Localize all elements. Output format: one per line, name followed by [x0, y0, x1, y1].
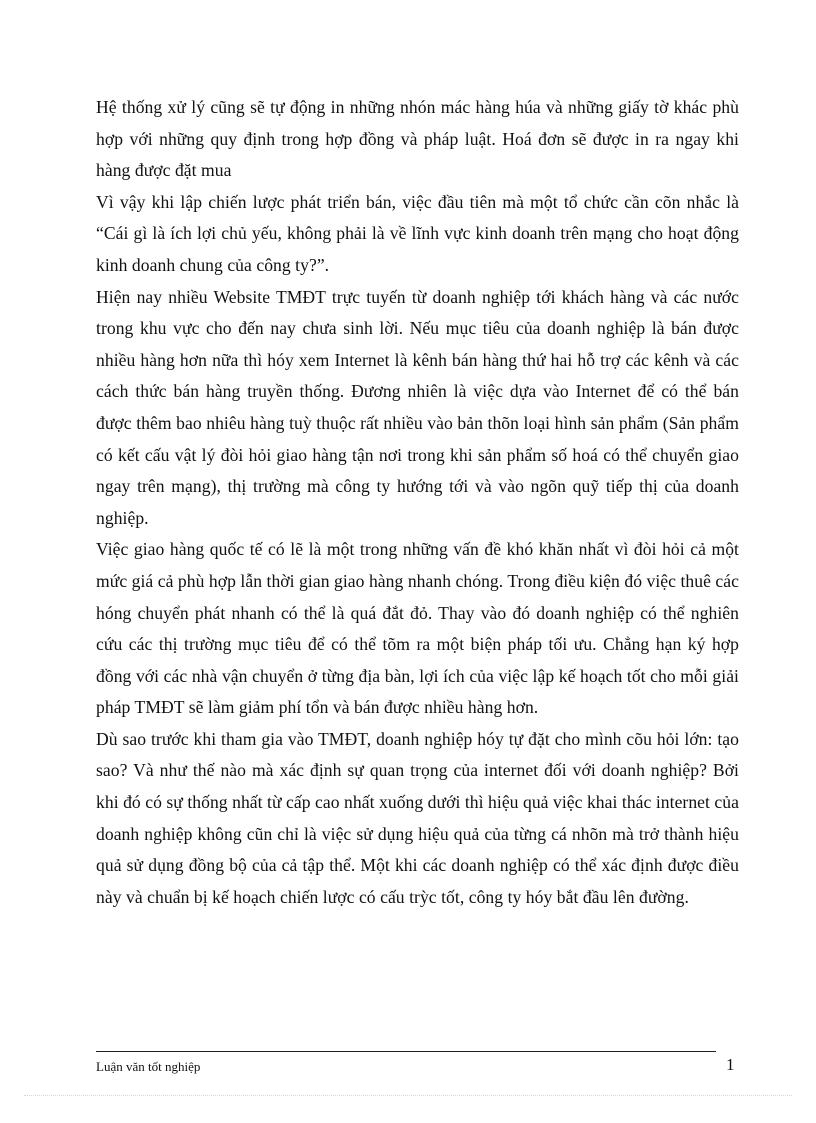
footer-label: Luận văn tốt nghiệp	[96, 1059, 201, 1074]
paragraph-3: Hiện nay nhiều Website TMĐT trực tuyến từ doanh nghiệp tới khách hàng và các nước trong khu vực cho đến nay chưa sinh lời. Nếu mục tiêu của doanh nghiệp là bán được nhiều hàng hơn nữa thì hóy xem Internet là kênh bán hàng thứ hai hỗ trợ các kênh và các cách thức bán hàng truyền thống. Đương nhiên là việc dựa vào Internet để có thể bán được thêm bao nhiêu hàng tuỳ thuộc rất nhiều vào bản thõn loại hình sản phẩm (Sản phẩm có kết cấu vật lý đòi hỏi giao hàng tận nơi trong khi sản phẩm số hoá có thể chuyển giao ngay trên mạng), thị trường mà công ty hướng tới và vào ngõn quỹ tiếp thị của doanh nghiệp.	[96, 286, 739, 528]
document-body	[96, 92, 739, 913]
paragraph-2: Vì vậy khi lập chiến lược phát triển bán, việc đầu tiên mà một tổ chức cần cõn nhắc là “Cái gì là ích lợi chủ yếu, không phải là về lĩnh vực kinh doanh trên mạng cho hoạt động kinh doanh chung của công ty?”.	[96, 191, 739, 275]
paragraph-4: Việc giao hàng quốc tế có lẽ là một trong những vấn đề khó khăn nhất vì đòi hỏi cả một mức giá cả phù hợp lẫn thời gian giao hàng nhanh chóng. Trong điều kiện đó việc thuê các hóng chuyển phát nhanh có thể là quá đắt đỏ. Thay vào đó doanh nghiệp có thể nghiên cứu các thị trường mục tiêu để có thể tõm ra một biện pháp tối ưu. Chẳng hạn ký hợp đồng với các nhà vận chuyển ở từng địa bàn, lợi ích của việc lập kế hoạch tốt cho mỗi giải pháp TMĐT sẽ làm giảm phí tổn và bán được nhiều hàng hơn.	[96, 539, 739, 718]
page-number: 1	[726, 1055, 735, 1074]
footer-rule	[96, 1051, 716, 1052]
paragraph-1: Hệ thống xử lý cũng sẽ tự động in những nhón mác hàng húa và những giấy tờ khác phù hợp với những quy định trong hợp đồng và pháp luật. Hoá đơn sẽ được in ra ngay khi hàng được đặt mua	[96, 97, 739, 181]
page-bottom-divider	[24, 1095, 792, 1096]
paragraph-5: Dù sao trước khi tham gia vào TMĐT, doanh nghiệp hóy tự đặt cho mình cõu hỏi lớn: tạo sao? Và như thế nào mà xác định sự quan trọng của internet đối với doanh nghiệp? Bởi khi đó có sự thống nhất từ cấp cao nhất xuống dưới thì hiệu quả việc khai thác internet của doanh nghiệp không cũn chỉ là việc sử dụng hiệu quả của từng cá nhõn mà trở thành hiệu quả sử dụng đồng bộ của cả tập thể. Một khi các doanh nghiệp có thể xác định được điều này và chuẩn bị kế hoạch chiến lược có cấu trỳc tốt, công ty hóy bắt đầu lên đường.	[96, 728, 739, 907]
